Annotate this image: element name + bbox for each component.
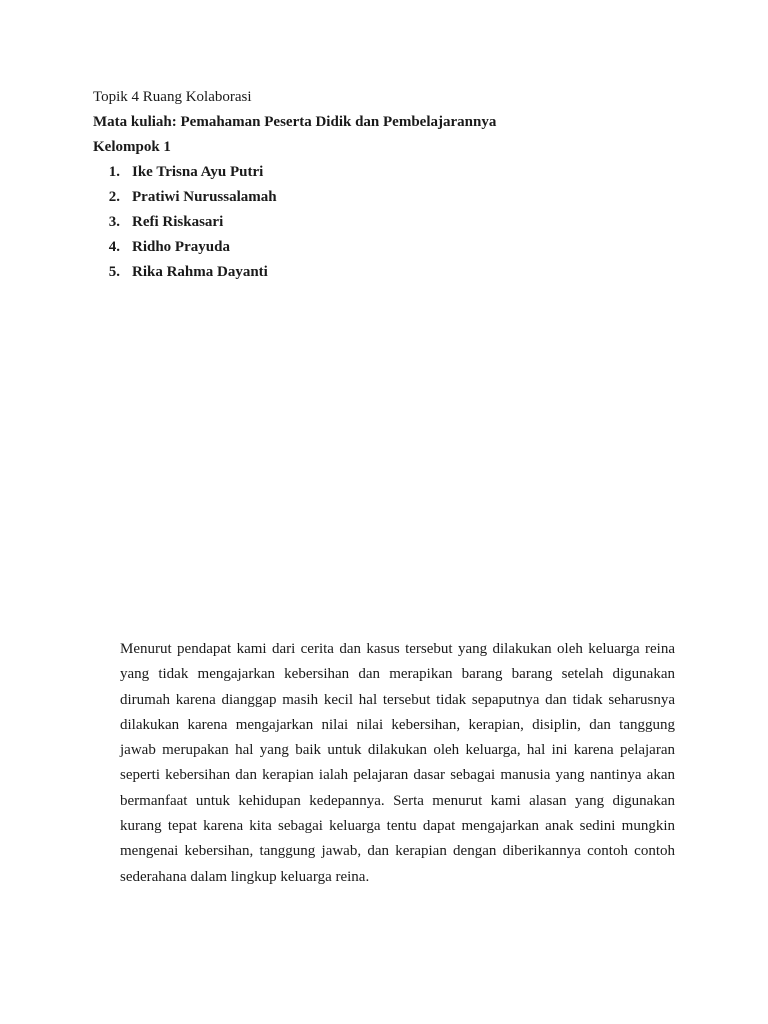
list-item-number: 1. (108, 164, 120, 180)
list-item-number: 3. (108, 214, 120, 230)
list-item (93, 260, 693, 285)
paragraph-line: kurang tepat karena kita sebagai keluarga tentu dapat mengajarkan anak sedini mungkin (120, 818, 675, 835)
body-paragraph (120, 637, 675, 890)
member-name: Refi Riskasari (132, 214, 224, 230)
paragraph-line: dilakukan karena mengajarkan nilai nilai kebersihan, kerapian, disiplin, dan tanggung (120, 716, 675, 733)
paragraph-line: jawab merupakan hal yang baik untuk dilakukan oleh keluarga, hal ini karena pelajaran (120, 742, 675, 759)
paragraph-line: mengenai kebersihan, tanggung jawab, dan kerapian dengan diberikannya contoh contoh (120, 843, 675, 860)
paragraph-line: yang tidak mengajarkan kebersihan dan merapikan barang barang setelah digunakan (120, 666, 675, 683)
list-item (93, 210, 693, 235)
list-item-number: 5. (108, 264, 120, 280)
member-name: Ridho Prayuda (132, 239, 230, 255)
paragraph-line: seperti kebersihan dan kerapian ialah pelajaran dasar sebagai manusia yang nantinya akan (120, 767, 675, 784)
member-name: Rika Rahma Dayanti (132, 264, 268, 280)
list-item (93, 235, 693, 260)
list-item (93, 160, 693, 185)
paragraph-line: Menurut pendapat kami dari cerita dan kasus tersebut yang dilakukan oleh keluarga reina (120, 641, 675, 657)
topic-title: Topik 4 Ruang Kolaborasi (93, 89, 252, 105)
list-item-number: 4. (108, 239, 120, 255)
member-name: Ike Trisna Ayu Putri (132, 164, 264, 180)
paragraph-line: sederahana dalam lingkup keluarga reina. (120, 868, 370, 885)
paragraph-line: dirumah karena dianggap masih kecil hal tersebut tidak sepaputnya dan tidak seharusnya (120, 691, 675, 708)
course-title: Mata kuliah: Pemahaman Peserta Didik dan Pembelajarannya (93, 114, 497, 130)
list-item (93, 185, 693, 210)
paragraph-line: bermanfaat untuk kehidupan kedepannya. Serta menurut kami alasan yang digunakan (120, 792, 675, 809)
list-item-number: 2. (108, 189, 120, 205)
document-header (93, 85, 693, 285)
member-name: Pratiwi Nurussalamah (132, 189, 277, 205)
member-list (93, 160, 693, 285)
group-title: Kelompok 1 (93, 139, 171, 155)
